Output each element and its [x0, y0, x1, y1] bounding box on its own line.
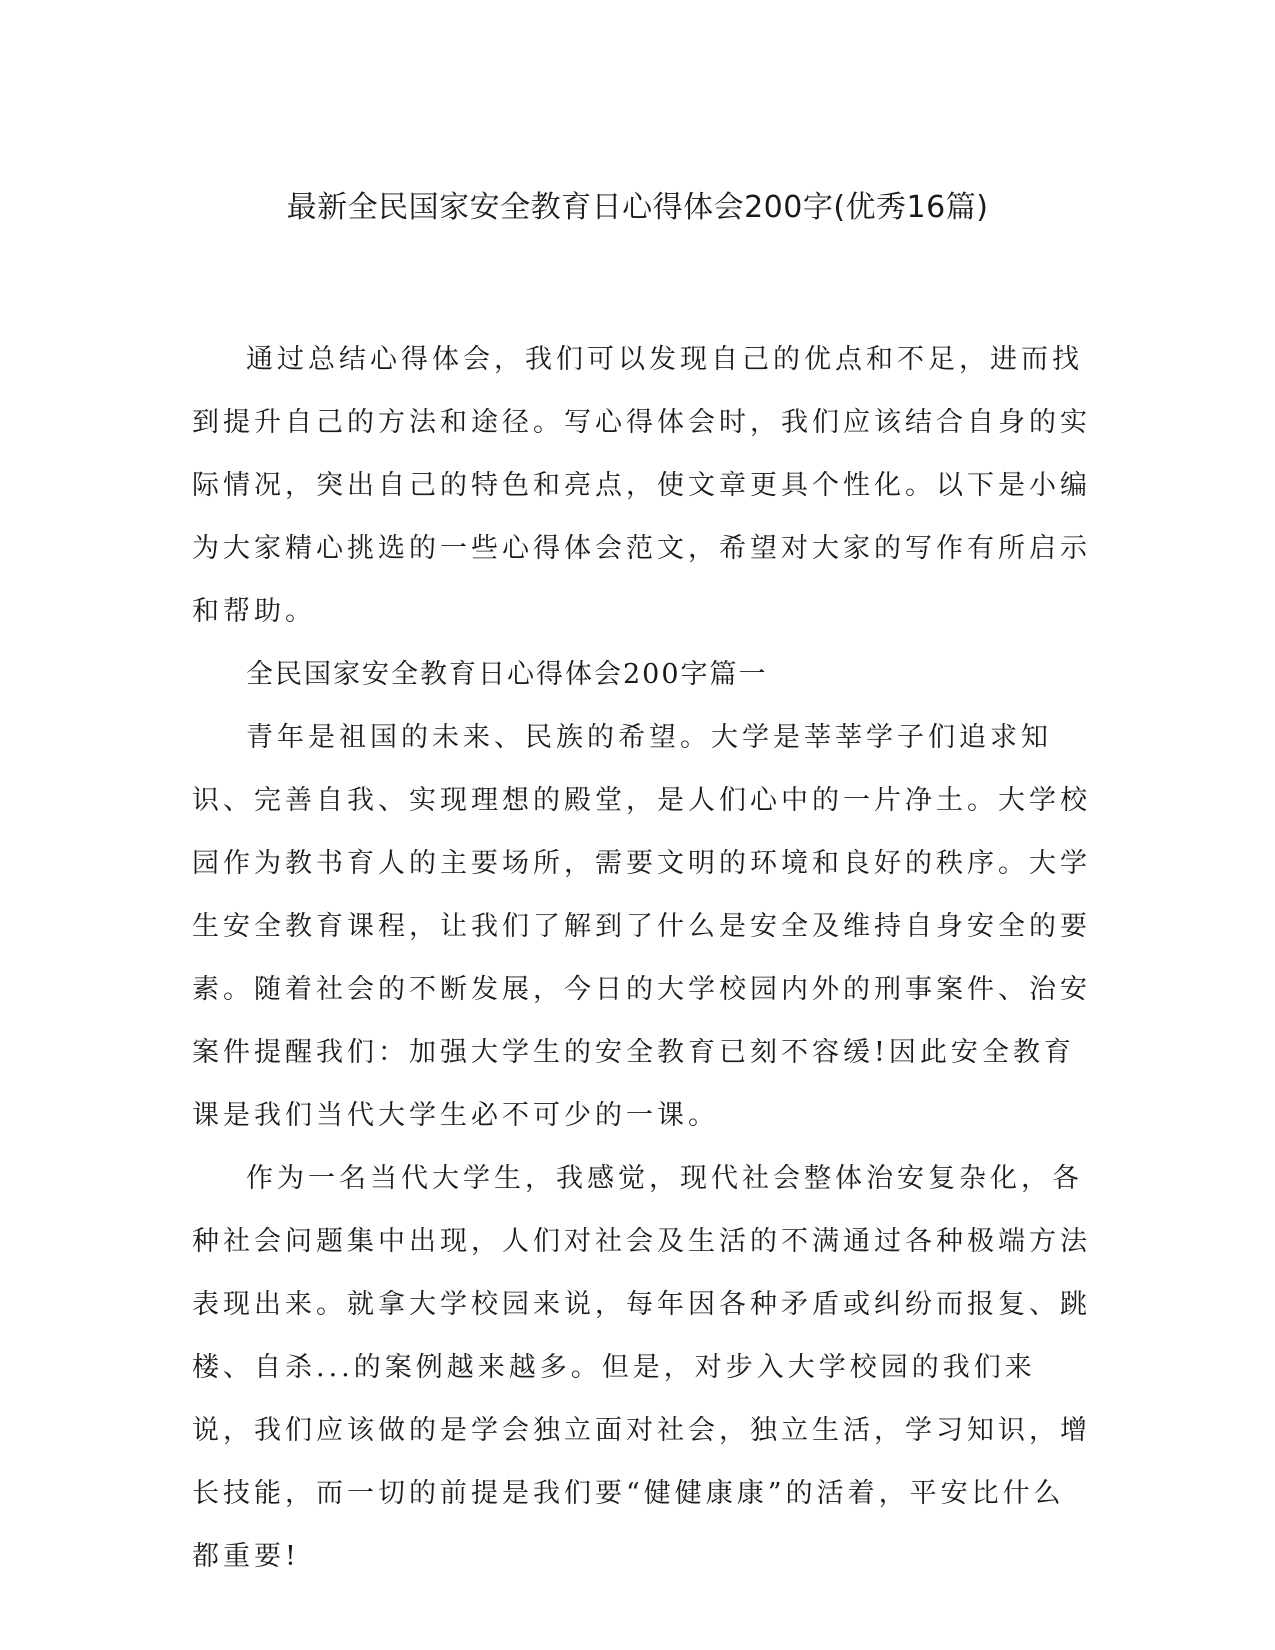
document-title: 最新全民国家安全教育日心得体会200字(优秀16篇): [286, 190, 989, 225]
document-body: [192, 328, 1092, 1588]
body-paragraph-1: 青年是祖国的未来、民族的希望。大学是莘莘学子们追求知识、完善自我、实现理想的殿堂，是人们心中的一片净土。大学校园作为教书育人的主要场所，需要文明的环境和良好的秩序。大学生安全教育课程，让我们了解到了什么是安全及维持自身安全的要素。随着社会的不断发展，今日的大学校园内外的刑事案件、治安案件提醒我们：加强大学生的安全教育已刻不容缓!因此安全教育课是我们当代大学生必不可少的一课。: [192, 722, 1091, 1131]
intro-paragraph: 通过总结心得体会，我们可以发现自己的优点和不足，进而找到提升自己的方法和途径。写心得体会时，我们应该结合自身的实际情况，突出自己的特色和亮点，使文章更具个性化。以下是小编为大家精心挑选的一些心得体会范文，希望对大家的写作有所启示和帮助。: [192, 344, 1091, 627]
body-paragraph-2: 作为一名当代大学生，我感觉，现代社会整体治安复杂化，各种社会问题集中出现，人们对社会及生活的不满通过各种极端方法表现出来。就拿大学校园来说，每年因各种矛盾或纠纷而报复、跳楼、自杀...的案例越来越多。但是，对步入大学校园的我们来说，我们应该做的是学会独立面对社会，独立生活，学习知识，增长技能，而一切的前提是我们要“健健康康”的活着，平安比什么都重要!: [192, 1163, 1091, 1572]
section-heading: 全民国家安全教育日心得体会200字篇一: [246, 659, 768, 690]
